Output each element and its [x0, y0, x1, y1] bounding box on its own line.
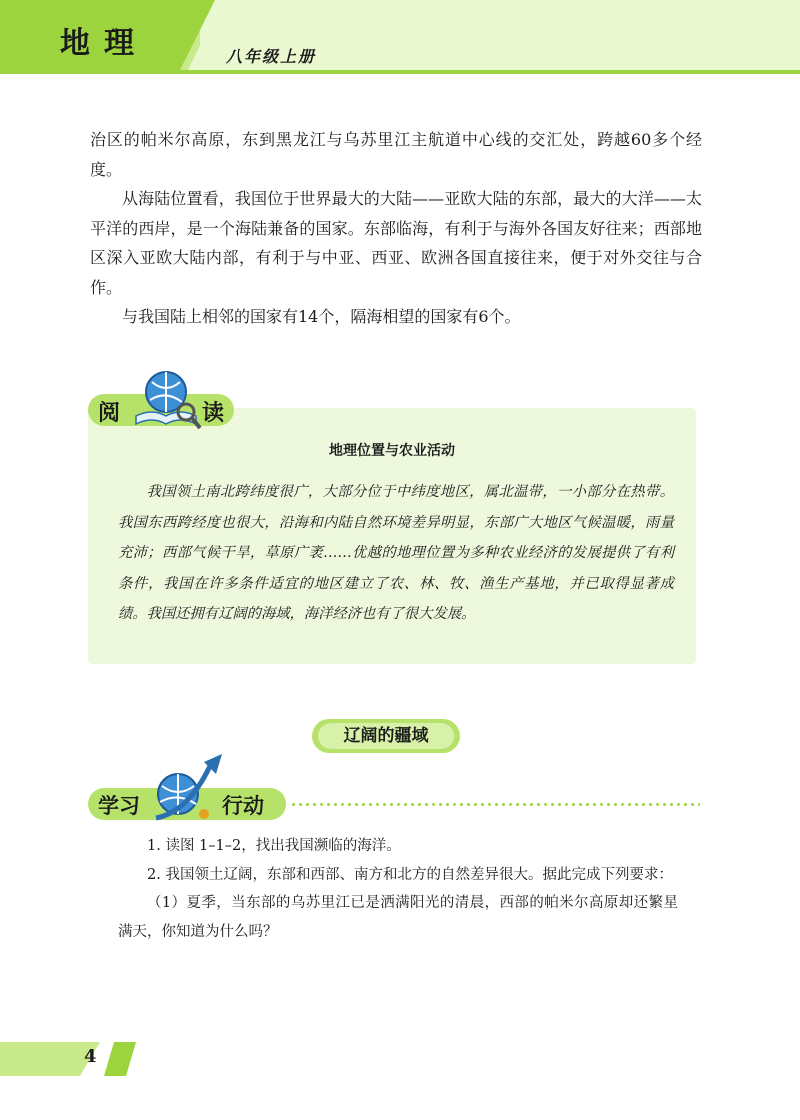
page-number: 4 [84, 1046, 97, 1067]
reading-text [118, 477, 674, 630]
paragraph: 治区的帕米尔高原，东到黑龙江与乌苏里江主航道中心线的交汇处，跨越60多个经度。 [90, 130, 702, 179]
footer-tab [104, 1042, 136, 1076]
section-title: 辽阔的疆域 [318, 723, 454, 749]
paragraph: 从海陆位置看，我国位于世界最大的大陆——亚欧大陆的东部，最大的大洋——太平洋的西岸，是一个海陆兼备的国家。东部临海，有利于与海外各国友好往来；西部地区深入亚欧大陆内部，有利于与中亚、西亚、欧洲各国直接往来，便于对外交往与合作。 [90, 189, 702, 297]
globe-book-icon [132, 364, 202, 434]
study-label-left: 学习 [98, 794, 140, 818]
reading-label-left: 阅 [98, 401, 121, 426]
study-item: 2. 我国领土辽阔，东部和西部、南方和北方的自然差异很大。据此完成下列要求： [147, 866, 673, 883]
header-divider [0, 70, 800, 74]
paragraph: 与我国陆上相邻的国家有14个，隔海相望的国家有6个。 [122, 307, 521, 326]
main-text [90, 125, 702, 332]
study-item: 1. 读图 1–1–2，找出我国濒临的海洋。 [147, 838, 401, 854]
reading-label-right: 读 [202, 401, 225, 426]
study-label-right: 行动 [222, 794, 264, 818]
reading-paragraph: 我国领土南北跨纬度很广，大部分位于中纬度地区，属北温带，一小部分在热带。我国东西跨经度也很大，沿海和内陆自然环境差异明显，东部广大地区气候温暖，雨量充沛；西部气候干旱，草原广袤……优越的地理位置为多种农业经济的发展提供了有利条件，我国在许多条件适宜的地区建立了农、林、牧、渔生产基地，并已取得显著成绩。我国还拥有辽阔的海域，海洋经济也有了很大发展。 [118, 484, 674, 622]
study-text [118, 832, 678, 946]
globe-arrow-icon [148, 752, 226, 824]
reading-title: 地理位置与农业活动 [329, 443, 455, 459]
dotted-divider [290, 803, 700, 806]
subject-title: 地理 [60, 26, 148, 61]
grade-label: 八年级上册 [226, 47, 317, 66]
study-item: （1）夏季，当东部的乌苏里江已是洒满阳光的清晨，西部的帕米尔高原却还繁星满天，你知道为什么吗？ [118, 895, 678, 940]
page-header [0, 0, 800, 80]
